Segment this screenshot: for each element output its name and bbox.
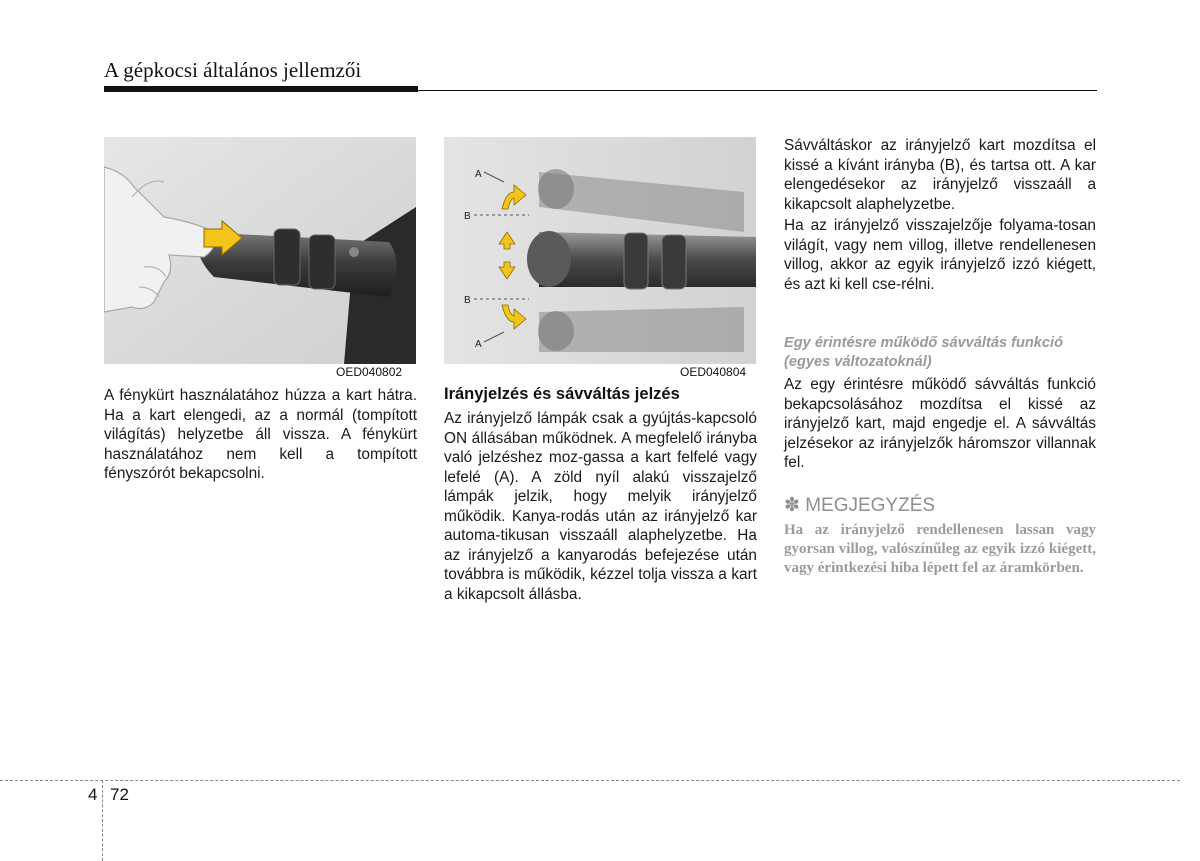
figure-turn-signal	[444, 137, 756, 364]
label-a-top: A	[475, 169, 482, 180]
page-number: 72	[110, 785, 129, 804]
paragraph: Az irányjelző lámpák csak a gyújtás-kapcsoló ON állásában működnek. A megfelelő irányba való jelzéshez moz-gassa a kart felfelé vagy lefelé (A). A zöld nyíl alakú visszajelző lámpák jelzik, hogy melyik irányjelző működik. Kanya-rodás után az irányjelző kar automa-tikusan visszaáll alaphelyzetbe. Ha az irányjelző a kanyarodás befejezése után továbbra is működik, kézzel tolja vissza a kart a kikapcsolt állásba.	[444, 410, 757, 603]
paragraph: Az egy érintésre működő sávváltás funkció bekapcsolásához mozdítsa el kissé az irányjelző kart, majd engedje el. A sávváltás jelzésekor az irányjelzők háromszor villannak fel.	[784, 376, 1096, 471]
section-heading: Irányjelzés és sávváltás jelzés	[444, 385, 680, 403]
turn-signal-text	[444, 409, 757, 604]
subheading: Egy érintésre működő sávváltás funkció (egyes változatoknál)	[784, 335, 1064, 370]
paragraph: A fénykürt használatához húzza a kart hátra. Ha a kart elengedi, az a normál (tompított világítás) helyzetbe áll vissza. A fénykürt használatához nem kell a tompított fényszórót bekapcsolni.	[104, 387, 417, 482]
label-b-top: B	[464, 211, 471, 222]
header-title: A gépkocsi általános jellemzői	[104, 58, 362, 82]
note-body: Ha az irányjelző rendellenesen lassan vagy gyorsan villog, valószínűleg az egyik izzó kiégett, vagy érintkezési hiba lépett fel az áramkörben.	[784, 522, 1096, 577]
header-rule	[418, 90, 1097, 91]
chapter-number: 4	[88, 785, 98, 804]
footer-divider	[102, 780, 103, 861]
lane-change-text	[784, 136, 1096, 214]
note-heading: ✽ MEGJEGYZÉS	[784, 495, 936, 516]
header-bar	[104, 86, 418, 92]
paragraph: Sávváltáskor az irányjelző kart mozdítsa el kissé a kívánt irányba (B), és tartsa ott. A kar elengedésekor az irányjelző visszaáll a kikapcsolt alaphelyzetbe.	[784, 137, 1096, 213]
turn-signal-illustration	[444, 137, 756, 364]
lever-pull-illustration	[104, 137, 416, 364]
label-b-bottom: B	[464, 295, 471, 306]
one-touch-text	[784, 375, 1096, 473]
footer-rule	[0, 780, 1180, 781]
label-a-bottom: A	[475, 339, 482, 350]
indicator-fault-text	[784, 216, 1096, 294]
headlight-flash-text	[104, 386, 417, 484]
paragraph: Ha az irányjelző visszajelzője folyama-tosan világít, vagy nem villog, illetve rendellenesen villog, akkor az egyik irányjelző izzó kiégett, és azt ki kell cse-rélni.	[784, 217, 1096, 293]
figure-code: OED040804	[680, 365, 747, 379]
figure-code: OED040802	[336, 365, 403, 379]
figure-headlight-flash	[104, 137, 416, 364]
